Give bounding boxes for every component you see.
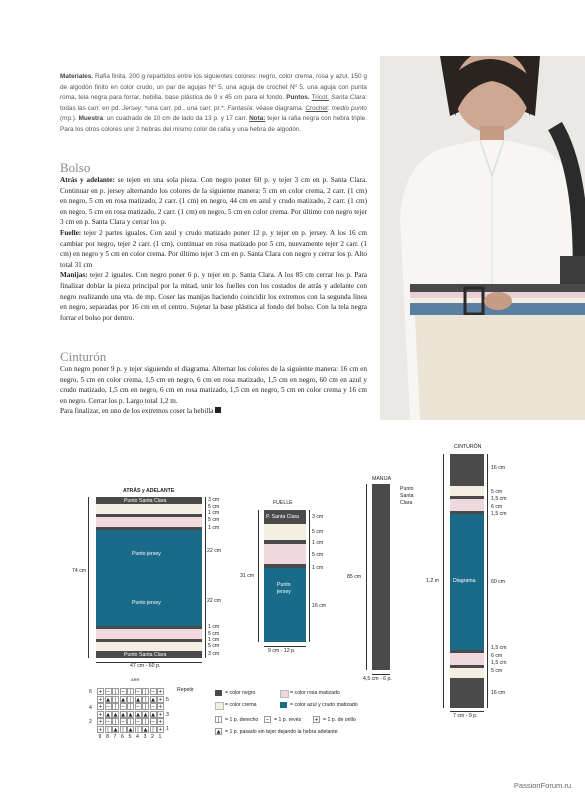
atras-r5: 1 cm	[208, 525, 220, 531]
atras-r6: 1 cm	[208, 624, 220, 630]
row-num-3: 3	[166, 712, 169, 718]
fuelle-jersey	[264, 568, 306, 642]
chart-cell: |	[105, 726, 112, 733]
chart-cell: −	[150, 719, 156, 725]
chart-cell: −	[135, 704, 141, 710]
chart-column-number: 3	[143, 734, 147, 740]
chart-cell: ▲	[151, 696, 155, 703]
chart-repeat: Repetir	[177, 687, 194, 693]
chart-cell: |	[127, 696, 134, 703]
manija-label-2: Santa	[400, 493, 414, 499]
cint-negro-bottom	[450, 678, 484, 708]
santa-clara-text: : todas las carr. en pd.	[60, 94, 367, 112]
legend-orillo: = 1 p. de orillo	[323, 717, 356, 723]
materials-paragraph	[60, 72, 367, 136]
cint-width: 7 cm - 9 p.	[453, 713, 478, 719]
crochet-label: Crochet	[305, 104, 328, 112]
cint-right-line	[487, 454, 488, 708]
chart-cell: +	[158, 711, 163, 718]
chart-cell: |	[142, 703, 149, 710]
fantasia-text: : véase diagrama.	[252, 104, 304, 112]
atras-bottom-label: Punto Santa Clara	[124, 652, 167, 658]
fantasia-label: Fantasía	[227, 104, 253, 112]
atras-text: se tejen en una sola pieza. Con negro poner 60 p. y tejer 3 cm en p. Santa Clara. Continuar en p. jersey alternando los colores de la siguiente manera: 5 cm en color crema, 2 carr. (1 cm) en negro, 5 cm en rosa matizado, 2 carr. (1 cm) en negro, 44 cm en azul y crudo matizado, 2 carr. (1 cm) en negro, 5 cm en rosa matizado, 2 carr. (1 cm) en negro, 5 cm en color crema. Por último con negro tejer 3 cm en p. Santa Clara y cerrar los p.	[60, 176, 367, 227]
fuelle-center-1: Punto	[277, 582, 291, 588]
fuelle-text: tejer 2 partes iguales. Con azul y crudo matizado poner 12 p. y tejer en p. jersey. A los 16 cm cambiar por negro, tejer 2 carr. (1 cm), continuar en rosa matizado por 5 cm, nuevamente tejer 2 carr. (1 cm) en negro y 5 cm en color crema. Por último tejer 3 cm en p. Santa Clara con negro y cerrar los p. Alto total 31 cm	[60, 228, 367, 269]
chart-cell: +	[98, 719, 103, 725]
chart-column-number: 1	[158, 734, 162, 740]
nota-label: Nota:	[249, 115, 266, 123]
chart-column-number: 5	[128, 734, 132, 740]
cinturon-heading: Cinturón	[60, 349, 107, 364]
chart-cell: −	[150, 689, 156, 695]
end-square-icon	[215, 407, 221, 413]
cint-negro-top	[450, 454, 484, 486]
fuelle-r1: 3 cm	[312, 514, 324, 520]
legend-derecho-icon: |	[215, 716, 222, 723]
atras-right-line	[205, 497, 206, 658]
chart-cell: ▲	[113, 711, 118, 718]
chart-cell: +	[158, 726, 163, 733]
fuelle-r2: 5 cm	[312, 529, 324, 535]
chart-cell: +	[98, 689, 103, 695]
atras-mid2: 22 cm	[207, 598, 222, 604]
chart-cell: −	[135, 689, 141, 695]
cint-crema-top	[450, 486, 484, 496]
chart-cell: −	[150, 704, 156, 710]
manijas-paragraph	[60, 270, 367, 323]
chart-cell: ▲	[121, 711, 125, 718]
chart-cell: ▲	[113, 726, 118, 733]
fuelle-center-2: jersey	[277, 589, 291, 595]
muestra-label: Muestra	[78, 115, 104, 123]
watermark: PassionForum.ru	[513, 781, 571, 790]
chart-column-number: 4	[136, 734, 139, 740]
chart-cell: |	[142, 718, 149, 725]
chart-cell: −	[105, 719, 111, 725]
cint-r1: 16 cm	[491, 465, 506, 471]
row-num-4: 4	[89, 705, 92, 711]
cint-r3: 1,5 cm	[491, 496, 507, 502]
chart-cell: +	[158, 689, 163, 695]
manija-width: 4,5 cm - 6 p.	[363, 676, 392, 682]
cint-r6: 60 cm	[491, 579, 506, 585]
chart-cell: |	[150, 726, 157, 733]
chart-column-number: 2	[151, 734, 154, 740]
legend-rosa: = color rosa matizado	[290, 690, 340, 696]
chart-cell: −	[105, 704, 111, 710]
legend-negro: = color negro	[225, 690, 256, 696]
fuelle-rosa	[264, 544, 306, 564]
cinturon-instructions	[60, 364, 367, 417]
legend-pasado: = 1 p. pasado sin tejer dejando la hebra adelante	[225, 729, 338, 735]
crochet-sep: :	[327, 104, 332, 112]
row-num-6: 6	[89, 689, 92, 695]
fuelle-crema	[264, 524, 306, 540]
atras-height-line	[88, 497, 89, 658]
atras-r8: 1 cm	[208, 637, 220, 643]
atras-crema-bottom	[96, 642, 202, 651]
chart-cell: +	[98, 704, 103, 710]
row-num-1: 1	[166, 726, 169, 732]
chart-cell: |	[112, 688, 119, 695]
cint-r4: 6 cm	[491, 504, 503, 510]
cint-rosa-top	[450, 499, 484, 511]
legend-crema: = color crema	[225, 702, 257, 708]
chart-cell: ▲	[151, 711, 155, 718]
cint-r9: 1,5 cm	[491, 660, 507, 666]
model-photo	[380, 56, 585, 420]
atras-label: Atrás y adelante:	[60, 176, 115, 184]
fuelle-right-line	[309, 510, 310, 642]
cint-r2: 5 cm	[491, 489, 503, 495]
chart-column-number: 7	[113, 734, 117, 740]
manija-title: MANIJA	[372, 476, 392, 482]
atras-paragraph	[60, 175, 367, 228]
chart-cell: −	[135, 719, 141, 725]
atras-rosa-top	[96, 517, 202, 527]
chart-cell: ▲	[106, 711, 110, 718]
chart-cell: ▲	[121, 696, 125, 703]
medio-punto-label: medio punto	[331, 104, 367, 112]
manija-height-line	[366, 484, 367, 670]
cint-r5: 1,5 cm	[491, 511, 507, 517]
legend-pasado-icon: ▲	[216, 729, 221, 735]
atras-jersey-azul	[96, 530, 202, 626]
row-num-5: 5	[166, 697, 169, 703]
fuelle-r6: 16 cm	[312, 603, 327, 609]
fuelle-r5: 1 cm	[312, 565, 324, 571]
puntos-label: Puntos.	[286, 94, 310, 102]
muestra-text: : un cuadrado de 10 cm de lado da 13 p. y 17 carr.	[103, 115, 248, 123]
fuelle-paragraph	[60, 228, 367, 270]
cint-r10: 5 cm	[491, 668, 503, 674]
legend-negro-swatch	[215, 690, 222, 696]
manija-width-line	[372, 674, 390, 675]
chart-cell: |	[127, 718, 134, 725]
manija-total-height: 85 cm	[347, 574, 362, 580]
chart-cell: +	[98, 696, 103, 703]
chart-column-number: 6	[121, 734, 124, 740]
atras-crema-top	[96, 504, 202, 514]
atras-r4: 5 cm	[208, 517, 220, 523]
atras-r9: 5 cm	[208, 643, 220, 649]
jersey-text: : *una carr. pd., una carr. pr.*.	[140, 104, 226, 112]
cint-rosa-bottom	[450, 653, 484, 665]
medio-punto-text: (mp.).	[60, 115, 77, 123]
chart-cell: |	[142, 696, 149, 703]
legend-reves-icon: −	[265, 717, 270, 723]
atras-top-label: Punto Santa Clara	[124, 498, 167, 504]
chart-cell: −	[120, 704, 126, 710]
cint-r8: 6 cm	[491, 653, 503, 659]
chart-cell: |	[112, 718, 119, 725]
chart-cell: |	[142, 688, 149, 695]
cint-height-line	[443, 454, 444, 708]
legend-derecho: = 1 p. derecho	[225, 717, 259, 723]
chart-cell: ▲	[106, 696, 110, 703]
chart-column-number: 9	[98, 734, 102, 740]
atras-r2: 5 cm	[208, 504, 220, 510]
tricot-label: Tricot.	[311, 94, 330, 102]
atras-jersey-2: Punto jersey	[132, 600, 161, 606]
bolso-instructions	[60, 175, 367, 323]
legend-azul: = color azul y crudo matizado	[290, 702, 358, 708]
chart-cell: |	[135, 726, 142, 733]
legend-rosa-swatch	[280, 690, 289, 698]
fuelle-height-line	[258, 510, 259, 642]
atras-r1: 3 cm	[208, 497, 220, 503]
cint-total-height: 1,2 m	[426, 578, 439, 584]
atras-total-height: 74 cm	[72, 568, 87, 574]
row-num-2: 2	[89, 719, 92, 725]
legend-azul-swatch	[280, 702, 287, 708]
model-photo-illustration	[380, 56, 585, 420]
cint-r7: 1,5 cm	[491, 645, 507, 651]
atras-r7: 5 cm	[208, 631, 220, 637]
atras-jersey-1: Punto jersey	[132, 551, 161, 557]
atras-r3: 1 cm	[208, 510, 220, 516]
fuelle-total-height: 31 cm	[240, 573, 255, 579]
chart-cell: ▲	[143, 711, 148, 718]
legend-crema-swatch	[215, 702, 224, 710]
chart-cell: ▲	[128, 726, 133, 733]
chart-cell: +	[98, 726, 103, 733]
chart-cell: ▲	[128, 711, 133, 718]
chart-cell: |	[120, 726, 127, 733]
atras-title: ATRÁS y ADELANTE	[123, 488, 175, 494]
chart-cell: |	[127, 688, 134, 695]
fuelle-width-line	[264, 646, 306, 647]
cinturon-text: Con negro poner 9 p. y tejer siguiendo el diagrama. Alternar los colores de la siguiente manera: 16 cm en negro, 5 cm en color crema, 1,5 cm en negro, 6 cm en rosa matizado, 1,5 cm en negro, 60 cm en azul y crudo matizado, 1,5 cm en negro, 6 cm en rosa matizado, 1,5 cm en negro, 5 cm en color crema y 16 cm en negro. Cerrar los p. Largo total 1,2 m.	[60, 365, 367, 405]
chart-cell: +	[98, 711, 103, 718]
fuelle-r3: 1 cm	[312, 540, 324, 546]
cint-width-line	[450, 711, 484, 712]
chart-cell: ▲	[136, 696, 140, 703]
jersey-label: Jersey	[122, 104, 141, 112]
manija-strap	[372, 484, 390, 670]
cinturon-diagram-title: CINTURÓN	[454, 444, 482, 450]
chart-cell: −	[105, 689, 111, 695]
manijas-label: Manijas:	[60, 271, 88, 280]
atras-r10: 3 cm	[208, 651, 220, 657]
chart-cell: +	[158, 704, 163, 710]
chart-cell: −	[120, 689, 126, 695]
chart-title: ARR	[131, 677, 140, 682]
chart-cell: ▲	[143, 726, 148, 733]
materials-text: Rafia finita. 200 g repartidos entre los siguientes colores: negro, color crema, rosa y azul, 150 g de algodón finito en color crudo, un par de agujas Nº 5, una aguja de crochet Nº 5, una aguja con punta roma, tela negra para forrar, hebilla, base plástica de 9 x 45 cm para el fondo.	[60, 73, 367, 102]
legend-orillo-icon: +	[314, 717, 319, 723]
bolso-heading: Bolso	[60, 160, 91, 175]
chart-column-number: 8	[106, 734, 109, 740]
atras-width: 47 cm - 60 p.	[130, 663, 161, 669]
chart-cell: |	[112, 696, 119, 703]
atras-mid1: 22 cm	[207, 548, 222, 554]
fuelle-r4: 5 cm	[312, 552, 324, 558]
chart-cell: +	[158, 719, 163, 725]
fuelle-top-label: P. Santa Clara	[266, 514, 300, 520]
cint-center-label: Diagrama	[453, 578, 476, 584]
fuelle-width: 9 cm - 12 p.	[268, 648, 296, 654]
chart-cell: −	[120, 719, 126, 725]
chart-cell: ▲	[136, 711, 140, 718]
chart-cell: |	[112, 703, 119, 710]
legend-reves: = 1 p. revés	[274, 717, 302, 723]
fuelle-title: FUELLE	[273, 500, 293, 506]
cinturon-text-end: Para finalizar, en uno de los extremos coser la hebilla	[60, 407, 214, 416]
chart-cell: +	[158, 696, 163, 703]
atras-rosa-bottom	[96, 629, 202, 639]
cint-r11: 16 cm	[491, 690, 506, 696]
cint-crema-bottom	[450, 668, 484, 678]
manija-label-3: Clara	[400, 500, 413, 506]
manijas-text: tejer 2 iguales. Con negro poner 6 p. y tejer en p. Santa Clara. A los 85 cm cerrar los p. Para finalizar doblar la pieza principal por la mitad, unir los fuelles con los costados de atrás y adelante con negro realizando una vta. de mp. Coser las manijas haciendo coincidir los extremos con la segunda línea en negro, separadas por 16 cm en el centro. Sujetar la base plástica al fondo del bolso. Con la tela negra forrar el bolso por dentro.	[60, 271, 367, 322]
materials-label: Materiales.	[60, 73, 94, 80]
manija-label-1: Punto	[400, 486, 414, 492]
chart-cell: |	[127, 703, 134, 710]
santa-clara-label: Santa Clara	[331, 94, 366, 102]
fuelle-label: Fuelle:	[60, 228, 82, 237]
nota-text: tejer la rafia negra con hebra triple. Para los otros colores unir 2 hebras del mismo color de rafia y una hebra de algodón.	[60, 115, 367, 133]
